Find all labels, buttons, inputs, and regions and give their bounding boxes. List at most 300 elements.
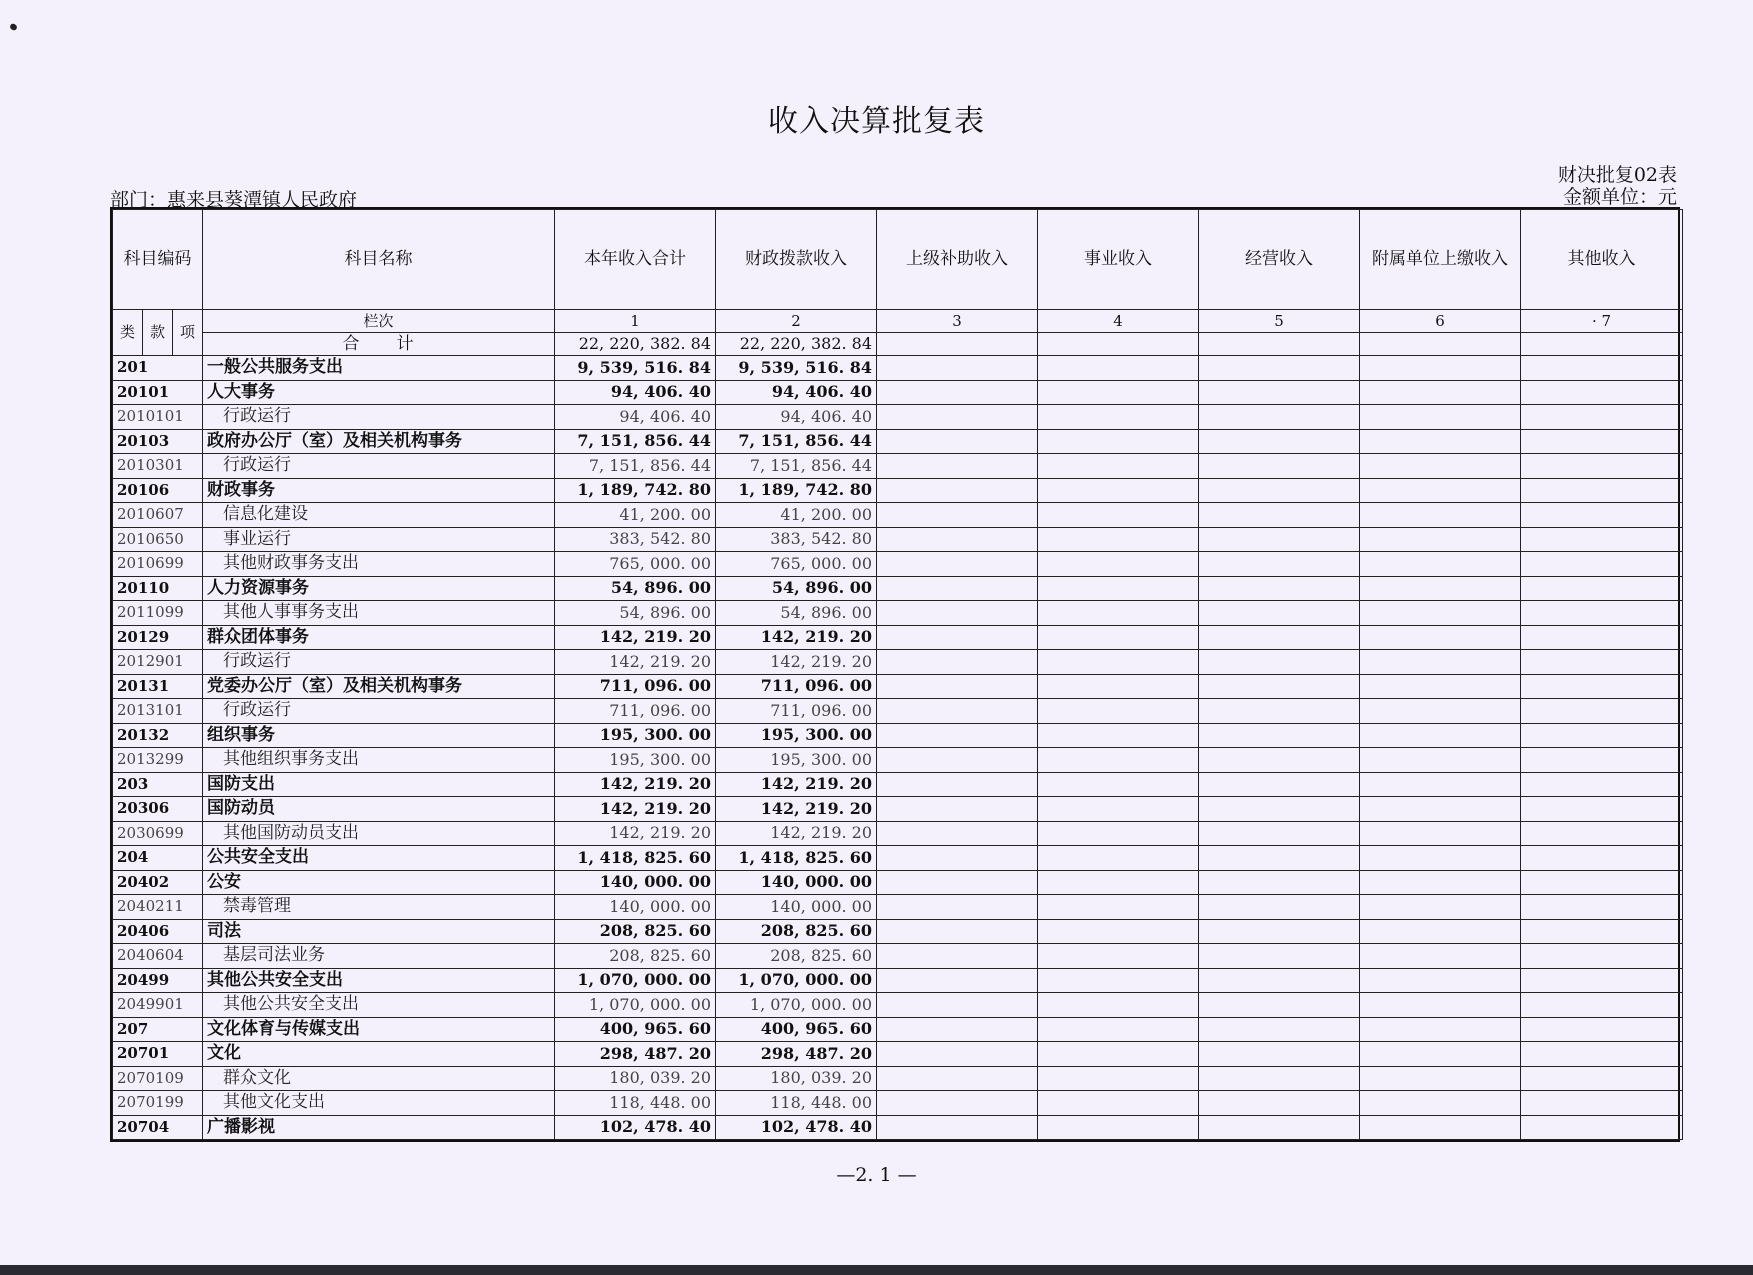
row-business <box>1038 625 1199 650</box>
kuan-label: 款 <box>143 310 173 356</box>
row-total: 195, 300. 00 <box>555 748 716 773</box>
row-total: 383, 542. 80 <box>555 527 716 552</box>
row-superior-subsidy <box>877 895 1038 920</box>
column-number: 4 <box>1038 310 1199 333</box>
row-affiliated <box>1360 1066 1521 1091</box>
row-total: 142, 219. 20 <box>555 797 716 822</box>
row-business <box>1038 1042 1199 1067</box>
row-name: 行政运行 <box>203 699 555 724</box>
row-superior-subsidy <box>877 919 1038 944</box>
row-business <box>1038 723 1199 748</box>
table-row <box>113 1042 1683 1067</box>
row-total: 208, 825. 60 <box>555 944 716 969</box>
row-superior-subsidy <box>877 968 1038 993</box>
row-affiliated <box>1360 601 1521 626</box>
table-row <box>113 503 1683 528</box>
column-number: 1 <box>555 310 716 333</box>
col-header-fiscal: 财政拨款收入 <box>716 210 877 310</box>
row-code: 2040604 <box>113 944 203 969</box>
row-operation <box>1199 1115 1360 1140</box>
row-affiliated <box>1360 1091 1521 1116</box>
row-business <box>1038 503 1199 528</box>
row-business <box>1038 919 1199 944</box>
table-row <box>113 772 1683 797</box>
table-row <box>113 993 1683 1018</box>
row-affiliated <box>1360 797 1521 822</box>
row-other <box>1521 699 1683 724</box>
row-business <box>1038 1091 1199 1116</box>
row-operation <box>1199 870 1360 895</box>
row-superior-subsidy <box>877 1017 1038 1042</box>
row-total: 1, 070, 000. 00 <box>555 993 716 1018</box>
row-name: 公共安全支出 <box>203 846 555 871</box>
row-code: 20306 <box>113 797 203 822</box>
row-fiscal: 180, 039. 20 <box>716 1066 877 1091</box>
col-header-operation: 经营收入 <box>1199 210 1360 310</box>
row-code: 20406 <box>113 919 203 944</box>
row-total: 142, 219. 20 <box>555 650 716 675</box>
row-code: 2030699 <box>113 821 203 846</box>
table-row <box>113 895 1683 920</box>
revenue-table-frame <box>110 207 1680 1142</box>
table-row <box>113 527 1683 552</box>
row-business <box>1038 821 1199 846</box>
row-name: 组织事务 <box>203 723 555 748</box>
row-superior-subsidy <box>877 650 1038 675</box>
row-other <box>1521 576 1683 601</box>
column-number: · 7 <box>1521 310 1683 333</box>
row-other <box>1521 797 1683 822</box>
col-header-code: 科目编码 <box>113 210 203 310</box>
row-fiscal: 1, 070, 000. 00 <box>716 968 877 993</box>
lanci-label: 栏次 <box>203 310 555 333</box>
row-business <box>1038 356 1199 381</box>
row-operation <box>1199 601 1360 626</box>
row-business <box>1038 1066 1199 1091</box>
row-affiliated <box>1360 552 1521 577</box>
row-total: 711, 096. 00 <box>555 674 716 699</box>
row-name: 其他文化支出 <box>203 1091 555 1116</box>
row-other <box>1521 846 1683 871</box>
row-affiliated <box>1360 723 1521 748</box>
row-total: 142, 219. 20 <box>555 772 716 797</box>
row-business <box>1038 380 1199 405</box>
row-business <box>1038 895 1199 920</box>
row-fiscal: 142, 219. 20 <box>716 625 877 650</box>
row-superior-subsidy <box>877 1115 1038 1140</box>
row-total: 7, 151, 856. 44 <box>555 429 716 454</box>
row-code: 20103 <box>113 429 203 454</box>
row-code: 20131 <box>113 674 203 699</box>
row-operation <box>1199 1066 1360 1091</box>
row-affiliated <box>1360 356 1521 381</box>
row-other <box>1521 429 1683 454</box>
row-other <box>1521 454 1683 479</box>
row-total: 142, 219. 20 <box>555 625 716 650</box>
row-fiscal: 142, 219. 20 <box>716 650 877 675</box>
column-number: 6 <box>1360 310 1521 333</box>
table-row <box>113 601 1683 626</box>
table-row <box>113 380 1683 405</box>
row-total: 1, 189, 742. 80 <box>555 478 716 503</box>
row-name: 人大事务 <box>203 380 555 405</box>
row-affiliated <box>1360 674 1521 699</box>
row-affiliated <box>1360 895 1521 920</box>
col-header-superior-subsidy: 上级补助收入 <box>877 210 1038 310</box>
row-business <box>1038 846 1199 871</box>
row-fiscal: 118, 448. 00 <box>716 1091 877 1116</box>
row-name: 其他组织事务支出 <box>203 748 555 773</box>
row-code: 2010101 <box>113 405 203 430</box>
row-total: 298, 487. 20 <box>555 1042 716 1067</box>
page-title: 收入决算批复表 <box>768 104 985 139</box>
row-fiscal: 142, 219. 20 <box>716 772 877 797</box>
row-other <box>1521 380 1683 405</box>
row-code: 2049901 <box>113 993 203 1018</box>
row-operation <box>1199 527 1360 552</box>
row-total: 102, 478. 40 <box>555 1115 716 1140</box>
row-operation <box>1199 797 1360 822</box>
row-other <box>1521 356 1683 381</box>
row-total: 1, 070, 000. 00 <box>555 968 716 993</box>
row-fiscal: 208, 825. 60 <box>716 919 877 944</box>
row-other <box>1521 1066 1683 1091</box>
table-row <box>113 821 1683 846</box>
row-business <box>1038 968 1199 993</box>
row-other <box>1521 625 1683 650</box>
row-code: 2013299 <box>113 748 203 773</box>
row-affiliated <box>1360 503 1521 528</box>
row-other <box>1521 405 1683 430</box>
row-other <box>1521 1017 1683 1042</box>
row-operation <box>1199 699 1360 724</box>
row-superior-subsidy <box>877 601 1038 626</box>
row-code: 204 <box>113 846 203 871</box>
table-row <box>113 870 1683 895</box>
row-business <box>1038 601 1199 626</box>
row-affiliated <box>1360 846 1521 871</box>
row-superior-subsidy <box>877 552 1038 577</box>
table-row <box>113 1091 1683 1116</box>
row-other <box>1521 993 1683 1018</box>
col-header-name: 科目名称 <box>203 210 555 310</box>
row-other <box>1521 895 1683 920</box>
row-total: 765, 000. 00 <box>555 552 716 577</box>
row-total: 142, 219. 20 <box>555 821 716 846</box>
row-fiscal: 298, 487. 20 <box>716 1042 877 1067</box>
row-affiliated <box>1360 870 1521 895</box>
row-name: 群众文化 <box>203 1066 555 1091</box>
row-other <box>1521 772 1683 797</box>
row-fiscal: 1, 070, 000. 00 <box>716 993 877 1018</box>
row-operation <box>1199 748 1360 773</box>
row-other <box>1521 527 1683 552</box>
row-fiscal: 711, 096. 00 <box>716 674 877 699</box>
row-name: 信息化建设 <box>203 503 555 528</box>
row-superior-subsidy <box>877 846 1038 871</box>
row-affiliated <box>1360 699 1521 724</box>
row-affiliated <box>1360 650 1521 675</box>
row-operation <box>1199 503 1360 528</box>
row-business <box>1038 674 1199 699</box>
row-business <box>1038 527 1199 552</box>
row-code: 2010607 <box>113 503 203 528</box>
row-other <box>1521 870 1683 895</box>
row-affiliated <box>1360 478 1521 503</box>
row-total: 195, 300. 00 <box>555 723 716 748</box>
row-operation <box>1199 405 1360 430</box>
row-affiliated <box>1360 944 1521 969</box>
row-fiscal: 94, 406. 40 <box>716 405 877 430</box>
row-fiscal: 1, 189, 742. 80 <box>716 478 877 503</box>
row-affiliated <box>1360 454 1521 479</box>
row-business <box>1038 748 1199 773</box>
row-operation <box>1199 772 1360 797</box>
row-business <box>1038 1017 1199 1042</box>
row-other <box>1521 650 1683 675</box>
row-total: 1, 418, 825. 60 <box>555 846 716 871</box>
row-name: 人力资源事务 <box>203 576 555 601</box>
row-affiliated <box>1360 821 1521 846</box>
row-superior-subsidy <box>877 723 1038 748</box>
table-row <box>113 405 1683 430</box>
row-total: 54, 896. 00 <box>555 576 716 601</box>
row-code: 20106 <box>113 478 203 503</box>
row-operation <box>1199 625 1360 650</box>
row-other <box>1521 919 1683 944</box>
row-other <box>1521 478 1683 503</box>
row-code: 20129 <box>113 625 203 650</box>
row-fiscal: 142, 219. 20 <box>716 821 877 846</box>
department-label: 部门：惠来县葵潭镇人民政府 <box>110 189 358 211</box>
col-header-business: 事业收入 <box>1038 210 1199 310</box>
row-code: 207 <box>113 1017 203 1042</box>
col-header-affiliated: 附属单位上缴收入 <box>1360 210 1521 310</box>
row-name: 行政运行 <box>203 650 555 675</box>
row-total: 9, 539, 516. 84 <box>555 356 716 381</box>
row-code: 2010301 <box>113 454 203 479</box>
row-superior-subsidy <box>877 1042 1038 1067</box>
row-superior-subsidy <box>877 625 1038 650</box>
row-business <box>1038 405 1199 430</box>
row-superior-subsidy <box>877 944 1038 969</box>
row-affiliated <box>1360 380 1521 405</box>
row-operation <box>1199 429 1360 454</box>
row-name: 国防动员 <box>203 797 555 822</box>
row-name: 公安 <box>203 870 555 895</box>
row-code: 20132 <box>113 723 203 748</box>
row-business <box>1038 454 1199 479</box>
row-name: 国防支出 <box>203 772 555 797</box>
revenue-table <box>112 209 1683 1140</box>
row-business <box>1038 1115 1199 1140</box>
row-superior-subsidy <box>877 821 1038 846</box>
row-code: 20704 <box>113 1115 203 1140</box>
summary-empty <box>877 333 1038 356</box>
row-name: 其他公共安全支出 <box>203 993 555 1018</box>
row-code: 2040211 <box>113 895 203 920</box>
row-other <box>1521 748 1683 773</box>
table-row <box>113 1066 1683 1091</box>
row-other <box>1521 723 1683 748</box>
row-operation <box>1199 552 1360 577</box>
col-header-other: 其他收入 <box>1521 210 1683 310</box>
table-row <box>113 674 1683 699</box>
row-business <box>1038 576 1199 601</box>
table-row <box>113 356 1683 381</box>
row-name: 其他国防动员支出 <box>203 821 555 846</box>
row-superior-subsidy <box>877 993 1038 1018</box>
row-fiscal: 383, 542. 80 <box>716 527 877 552</box>
row-name: 党委办公厅（室）及相关机构事务 <box>203 674 555 699</box>
row-name: 群众团体事务 <box>203 625 555 650</box>
row-superior-subsidy <box>877 478 1038 503</box>
row-fiscal: 54, 896. 00 <box>716 576 877 601</box>
row-total: 94, 406. 40 <box>555 380 716 405</box>
row-affiliated <box>1360 993 1521 1018</box>
row-name: 其他人事事务支出 <box>203 601 555 626</box>
row-fiscal: 41, 200. 00 <box>716 503 877 528</box>
row-superior-subsidy <box>877 380 1038 405</box>
summary-empty <box>1038 333 1199 356</box>
amount-unit: 金额单位：元 <box>1562 186 1677 208</box>
row-affiliated <box>1360 1115 1521 1140</box>
table-row <box>113 650 1683 675</box>
summary-row <box>113 333 1683 356</box>
table-body <box>113 356 1683 1140</box>
row-other <box>1521 821 1683 846</box>
row-operation <box>1199 723 1360 748</box>
row-affiliated <box>1360 625 1521 650</box>
table-row <box>113 625 1683 650</box>
row-total: 94, 406. 40 <box>555 405 716 430</box>
row-superior-subsidy <box>877 699 1038 724</box>
row-code: 20701 <box>113 1042 203 1067</box>
row-fiscal: 195, 300. 00 <box>716 723 877 748</box>
row-operation <box>1199 821 1360 846</box>
row-total: 208, 825. 60 <box>555 919 716 944</box>
summary-fiscal: 22, 220, 382. 84 <box>716 333 877 356</box>
row-name: 一般公共服务支出 <box>203 356 555 381</box>
col-header-total: 本年收入合计 <box>555 210 716 310</box>
row-other <box>1521 601 1683 626</box>
row-total: 54, 896. 00 <box>555 601 716 626</box>
row-superior-subsidy <box>877 429 1038 454</box>
table-row <box>113 1115 1683 1140</box>
row-business <box>1038 478 1199 503</box>
row-affiliated <box>1360 576 1521 601</box>
summary-empty <box>1521 333 1683 356</box>
row-operation <box>1199 1042 1360 1067</box>
form-number: 财决批复02表 <box>1557 164 1677 186</box>
row-superior-subsidy <box>877 527 1038 552</box>
table-row <box>113 723 1683 748</box>
row-other <box>1521 1115 1683 1140</box>
row-superior-subsidy <box>877 674 1038 699</box>
row-name: 事业运行 <box>203 527 555 552</box>
row-affiliated <box>1360 405 1521 430</box>
table-row <box>113 846 1683 871</box>
row-code: 201 <box>113 356 203 381</box>
summary-total: 22, 220, 382. 84 <box>555 333 716 356</box>
row-superior-subsidy <box>877 797 1038 822</box>
row-business <box>1038 552 1199 577</box>
row-operation <box>1199 454 1360 479</box>
row-fiscal: 9, 539, 516. 84 <box>716 356 877 381</box>
row-fiscal: 1, 418, 825. 60 <box>716 846 877 871</box>
row-operation <box>1199 674 1360 699</box>
row-total: 180, 039. 20 <box>555 1066 716 1091</box>
row-superior-subsidy <box>877 772 1038 797</box>
table-row <box>113 699 1683 724</box>
row-business <box>1038 650 1199 675</box>
row-other <box>1521 944 1683 969</box>
row-name: 政府办公厅（室）及相关机构事务 <box>203 429 555 454</box>
table-row <box>113 968 1683 993</box>
row-operation <box>1199 576 1360 601</box>
row-operation <box>1199 356 1360 381</box>
row-name: 文化体育与传媒支出 <box>203 1017 555 1042</box>
row-code: 20110 <box>113 576 203 601</box>
row-business <box>1038 772 1199 797</box>
row-name: 财政事务 <box>203 478 555 503</box>
row-business <box>1038 944 1199 969</box>
row-superior-subsidy <box>877 405 1038 430</box>
row-total: 41, 200. 00 <box>555 503 716 528</box>
row-other <box>1521 674 1683 699</box>
row-fiscal: 54, 896. 00 <box>716 601 877 626</box>
row-fiscal: 765, 000. 00 <box>716 552 877 577</box>
row-fiscal: 140, 000. 00 <box>716 870 877 895</box>
row-superior-subsidy <box>877 576 1038 601</box>
row-affiliated <box>1360 919 1521 944</box>
table-row <box>113 944 1683 969</box>
row-superior-subsidy <box>877 1066 1038 1091</box>
row-name: 其他财政事务支出 <box>203 552 555 577</box>
row-total: 140, 000. 00 <box>555 895 716 920</box>
row-code: 2070109 <box>113 1066 203 1091</box>
row-fiscal: 142, 219. 20 <box>716 797 877 822</box>
row-other <box>1521 503 1683 528</box>
row-code: 2010699 <box>113 552 203 577</box>
column-number: 2 <box>716 310 877 333</box>
summary-empty <box>1199 333 1360 356</box>
table-row <box>113 576 1683 601</box>
row-fiscal: 711, 096. 00 <box>716 699 877 724</box>
table-row <box>113 797 1683 822</box>
table-row <box>113 454 1683 479</box>
row-other <box>1521 552 1683 577</box>
table-row <box>113 919 1683 944</box>
row-superior-subsidy <box>877 870 1038 895</box>
row-code: 20499 <box>113 968 203 993</box>
row-operation <box>1199 1017 1360 1042</box>
table-row <box>113 552 1683 577</box>
row-fiscal: 208, 825. 60 <box>716 944 877 969</box>
row-name: 行政运行 <box>203 454 555 479</box>
row-business <box>1038 429 1199 454</box>
row-affiliated <box>1360 748 1521 773</box>
row-operation <box>1199 478 1360 503</box>
row-operation <box>1199 650 1360 675</box>
row-fiscal: 7, 151, 856. 44 <box>716 454 877 479</box>
row-other <box>1521 1042 1683 1067</box>
row-superior-subsidy <box>877 356 1038 381</box>
row-total: 400, 965. 60 <box>555 1017 716 1042</box>
row-operation <box>1199 919 1360 944</box>
lei-label: 类 <box>113 310 143 356</box>
column-number-row <box>113 310 1683 333</box>
